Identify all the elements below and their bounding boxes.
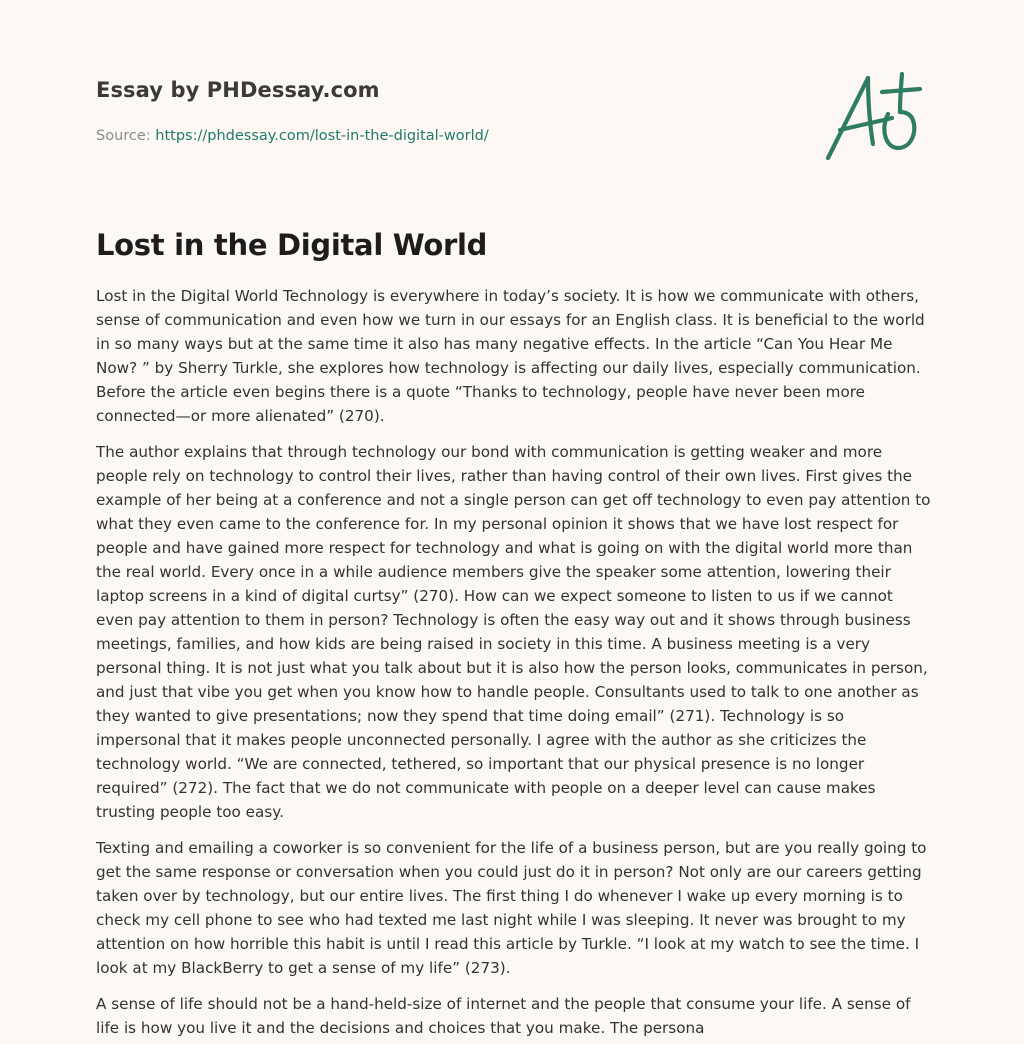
source-link[interactable]: https://phdessay.com/lost-in-the-digital-world/ (155, 128, 489, 144)
essay-paragraph: The author explains that through technology our bond with communication is getting weaker and more people rely on technology to control their lives, rather than having control of their own lives. First gives the example of her being at a conference and not a single person can get off technology to even pay attention to what they even came to the conference for. In my personal opinion it shows that we have lost respect for people and have gained more respect for technology and what is going on with the digital world more than the real world. Every once in a while audience members give the speaker some attention, lowering their laptop screens in a kind of digital curtsy” (270). How can we expect someone to listen to us if we cannot even pay attention to them in person? Technology is often the easy way out and it shows through business meetings, families, and how kids are being raised in society in this time. A business meeting is a very personal thing. It is not just what you talk about but it is also how the person looks, communicates in person, and just that vibe you get when you know how to handle people. Consultants used to talk to one another as they wanted to give presentations; now they spend that time doing email” (271). Technology is so impersonal that it makes people unconnected personally. I agree with the author as she criticizes the technology world. “We are connected, tethered, so important that our physical presence is no longer required” (272). The fact that we do not communicate with people on a deeper level can cause makes trusting people too easy. (96, 443, 931, 821)
source-label: Source: (96, 128, 156, 144)
page-header (96, 76, 856, 146)
brand-title: Essay by PHDessay.com (96, 78, 380, 102)
essay-body (96, 284, 932, 1044)
essay-title: Lost in the Digital World (96, 228, 488, 262)
essay-paragraph: Texting and emailing a coworker is so convenient for the life of a business person, but are you really going to get the same response or conversation when you could just do it in person? Not only are our careers getting taken over by technology, but our entire lives. The first thing I do whenever I wake up every morning is to check my cell phone to see who had texted me last night while I was sleeping. It never was brought to my attention on how horrible this habit is until I read this article by Turkle. “I look at my watch to see the time. I look at my BlackBerry to get a sense of my life” (273). (96, 839, 927, 977)
source-line (96, 126, 856, 146)
essay-paragraph: Lost in the Digital World Technology is everywhere in today’s society. It is how we communicate with others, sense of communication and even how we turn in our essays for an English class. It is beneficial to the world in so many ways but at the same time it also has many negative effects. In the article “Can You Hear Me Now? ” by Sherry Turkle, she explores how technology is affecting our daily lives, especially communication. Before the article even begins there is a quote “Thanks to technology, people have never been more connected—or more alienated” (270). (96, 287, 925, 425)
a-plus-grade-logo-icon (818, 64, 930, 166)
essay-paragraph: A sense of life should not be a hand-held-size of internet and the people that consume your life. A sense of life is how you live it and the decisions and choices that you make. The persona (96, 995, 911, 1037)
